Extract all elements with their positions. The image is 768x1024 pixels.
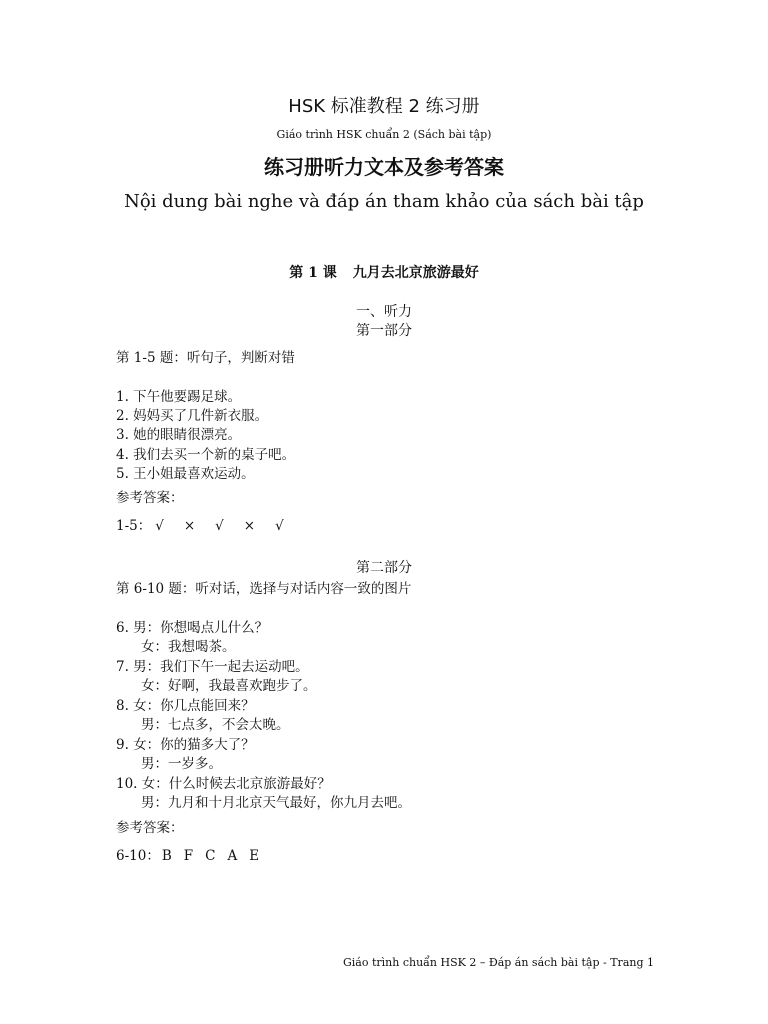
part2-title: 第二部分 [356,560,412,576]
dialogue-reply: 女：好啊，我最喜欢跑步了。 [141,678,317,694]
list-item: 2. 妈妈买了几件新衣服。 [116,408,269,424]
lesson-title: 九月去北京旅游最好 [352,265,479,281]
lesson-heading [0,262,768,282]
answer-letter: C [205,848,216,864]
check-mark: √ [275,518,284,534]
list-item: 4. 我们去买一个新的桌子吧。 [116,447,296,463]
book-title: HSK 标准教程 2 练习册 [288,96,480,117]
answer-label: 参考答案： [116,820,184,836]
lesson-number: 第 1 课 [289,265,337,281]
dialogue-line: 9. 女：你的猫多大了？ [116,737,255,753]
answer-row [116,514,304,534]
document-title-translation: Nội dung bài nghe và đáp án tham khảo của sách bài tập [124,191,644,212]
document-title: 练习册听力文本及参考答案 [264,155,504,179]
dialogue-line: 6. 男：你想喝点儿什么？ [116,620,269,636]
answer-letter: A [227,848,238,864]
list-item: 3. 她的眼睛很漂亮。 [116,427,242,443]
answer-letter: F [183,848,194,864]
cross-mark: × [243,518,256,534]
check-mark: √ [155,518,164,534]
dialogue-reply: 男：九月和十月北京天气最好，你九月去吧。 [141,795,411,811]
dialogue-line: 8. 女：你几点能回来？ [116,698,255,714]
dialogue-line: 7. 男：我们下午一起去运动吧。 [116,659,309,675]
answer-letter: E [249,848,260,864]
answer-letter: B [161,848,172,864]
part1-title: 第一部分 [356,323,412,339]
check-mark: √ [215,518,224,534]
book-title-translation: Giáo trình HSK chuẩn 2 (Sách bài tập) [276,128,492,141]
cross-mark: × [183,518,196,534]
dialogue-reply: 男：一岁多。 [141,756,222,772]
section-title: 一、听力 [356,304,412,320]
answer-label: 参考答案： [116,490,184,506]
dialogue-reply: 男：七点多，不会太晚。 [141,717,290,733]
answer-row [116,844,271,864]
answer-prefix: 1-5： [116,518,152,534]
dialogue-reply: 女：我想喝茶。 [141,639,236,655]
page-footer: Giáo trình chuẩn HSK 2 – Đáp án sách bài tập - Trang 1 [342,956,654,969]
part1-instruction: 第 1-5 题：听句子，判断对错 [116,350,295,366]
answer-prefix: 6-10： [116,848,160,864]
list-item: 5. 王小姐最喜欢运动。 [116,466,255,482]
dialogue-line: 10. 女：什么时候去北京旅游最好？ [116,776,331,792]
part2-instruction: 第 6-10 题：听对话，选择与对话内容一致的图片 [116,581,412,597]
list-item: 1. 下午他要踢足球。 [116,389,242,405]
